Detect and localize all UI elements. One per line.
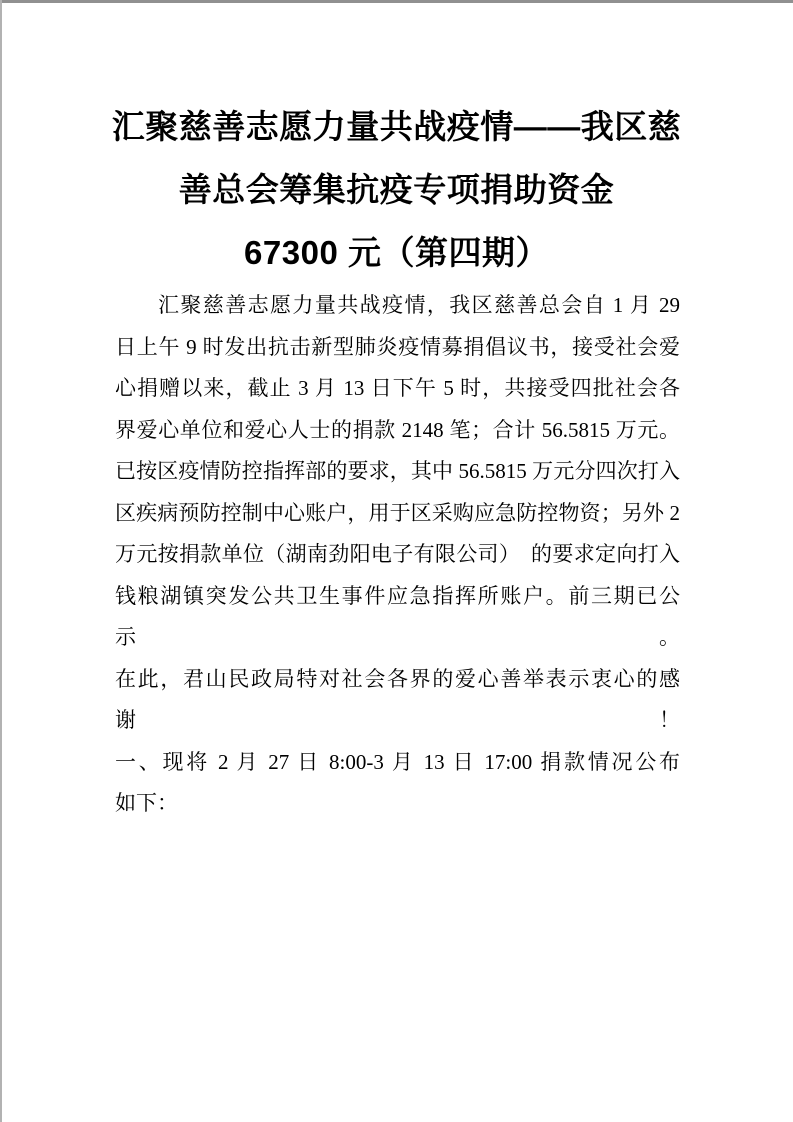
body-line-9: 在此，君山民政局特对社会各界的爱心善举表示衷心的感谢！ (115, 666, 680, 732)
title-line-3: 67300 元（第四期） (244, 234, 549, 271)
body-line-6: 区疾病预防控制中心账户，用于区采购应急防控物资；另外 2 (115, 500, 680, 525)
body-paragraph (115, 285, 680, 825)
body-line-11: 如下： (115, 791, 178, 815)
body-line-5: 已按区疫情防控指挥部的要求，其中 56.5815 万元分四次打入 (115, 459, 680, 483)
body-line-1: 汇聚慈善志愿力量共战疫情，我区慈善总会自 1 月 29 (158, 293, 680, 317)
title-line-1: 汇聚慈善志愿力量共战疫情——我区慈 (111, 108, 682, 145)
document-title (0, 95, 793, 284)
page-top-edge (0, 0, 793, 3)
body-line-2: 日上午 9 时发出抗击新型肺炎疫情募捐倡议书，接受社会爱 (115, 334, 680, 359)
title-line-2: 善总会筹集抗疫专项捐助资金 (178, 171, 615, 208)
body-line-4: 界爱心单位和爱心人士的捐款 2148 笔；合计 56.5815 万元。 (115, 417, 680, 442)
body-line-10: 一、现将 2 月 27 日 8:00-3 月 13 日 17:00 捐款情况公布 (115, 749, 680, 774)
page-left-edge (0, 0, 2, 1122)
body-line-7: 万元按捐款单位（湖南劲阳电子有限公司） 的要求定向打入 (115, 542, 680, 566)
body-line-3: 心捐赠以来，截止 3 月 13 日下午 5 时，共接受四批社会各 (115, 376, 680, 400)
body-line-8: 钱粮湖镇突发公共卫生事件应急指挥所账户。前三期已公示。 (115, 583, 680, 649)
